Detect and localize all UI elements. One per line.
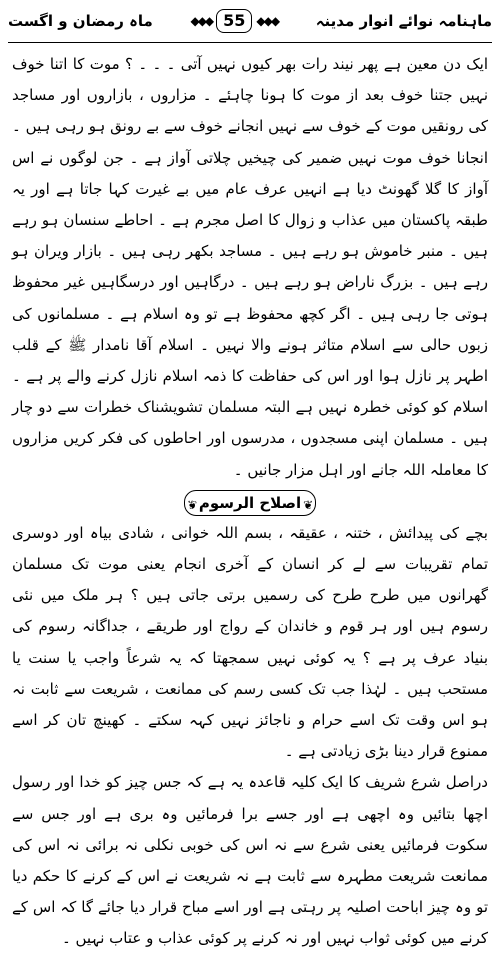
magazine-title: ماہنامہ نوائے انوار مدینہ <box>315 12 492 30</box>
issue-date: ماہ رمضان و اگست <box>8 12 153 30</box>
page-number: 55 <box>216 9 252 33</box>
paragraph: ایک دن معین ہے پھر نیند رات بھر کیوں نہیں آتی ۔ ۔ ۔ ؟ موت کا اتنا خوف نہیں جتنا خوف بعد از موت کا ہونا چاہئے ۔ مزاروں ، بازاروں اور مساجد کی رونقیں موت کے خوف سے نہیں انجانے خوف سے بے رونق ہو رہی ہیں ۔ انجانا خوف موت نہیں ضمیر کی چیخیں چلاتی آواز ہے ۔ جن لوگوں نے اس آواز کا گلا گھونٹ دیا ہے انہیں عرف عام میں بے غیرت کہا جاتا ہے اور یہ طبقہ پاکستان میں عذاب و زوال کا اصل مجرم ہے ۔ احاطے سنسان ہو رہے ہیں ۔ منبر خاموش ہو رہے ہیں ۔ مساجد بکھر رہی ہیں ۔ بازار ویران ہو رہے ہیں ۔ بزرگ ناراض ہو رہے ہیں ۔ درگاہیں اور درسگاہیں غیر محفوظ ہوتی جا رہی ہیں ۔ اگر کچھ محفوظ ہے تو وہ اسلام ہے ۔ مسلمانوں کی زبوں حالی سے اسلام متاثر ہونے والا نہیں ۔ اسلام آقا نامدار ﷺ کے قلب اطہر پر نازل ہوا اور اس کی حفاظت کا ذمہ اسلام نازل کرنے والے پر ہے ۔ اسلام کو کوئی خطرہ نہیں ہے البتہ مسلمان تشویشناک خطرات سے دو چار ہیں ۔ مسلمان اپنی مسجدوں ، مدرسوں اور احاطوں کی فکر کریں مزاروں کا معاملہ اللہ جانے اور اہل مزار جانیں ۔ <box>12 55 488 479</box>
section-title: ❦ اصلاح الرسوم ❦ <box>184 490 316 516</box>
ornament-left-icon: ◆◆◆ <box>190 14 213 28</box>
paragraph: دراصل شرع شریف کا ایک کلیہ قاعدہ یہ ہے کہ جس چیز کو خدا اور رسول اچھا بتائیں وہ اچھی ہے اور جسے برا فرمائیں وہ بری ہے اور جس سے سکوت فرمائیں یعنی شرع سے نہ اس کی خوبی نکلی نہ برائی نہ اس کی ممانعت شریعت مطہرہ سے ثابت ہے نہ شریعت نے اس کے کرنے کا حکم دیا تو وہ چیز اباحت اصلیہ پر رہتی ہے اور اسے مباح قرار دیا جائے گا کہ اس کے کرنے میں کوئی ثواب نہیں اور نہ کرنے پر کوئی عذاب و عتاب نہیں ۔ <box>12 773 488 948</box>
section-heading <box>4 490 496 516</box>
article-body-2 <box>12 518 488 955</box>
page-number-block <box>190 9 278 33</box>
page-header <box>8 0 492 43</box>
ornament-right-icon: ◆◆◆ <box>256 14 279 28</box>
paragraph: بچے کی پیدائش ، ختنہ ، عقیقہ ، بسم اللہ خوانی ، شادی بیاہ اور دوسری تمام تقریبات سے لے کر انسان کے آخری انجام یعنی موت تک مسلمان گھرانوں میں طرح طرح کی رسمیں برتی جاتی ہیں ؟ ہر ملک میں نئی رسوم ہیں اور ہر قوم و خاندان کے رواج اور طریقے ، جداگانہ رسوم کی بنیاد عرف پر ہے ؟ یہ کوئی نہیں سمجھتا کہ یہ شرعاً واجب یا سنت یا مستحب ہیں ۔ لہٰذا جب تک کسی رسم کی ممانعت ، شریعت سے ثابت نہ ہو اس وقت تک اسے حرام و ناجائز نہیں کہہ سکتے ۔ کھینچ تان کر اسے ممنوع قرار دینا بڑی زیادتی ہے ۔ <box>12 523 488 761</box>
article-body-1 <box>12 49 488 486</box>
